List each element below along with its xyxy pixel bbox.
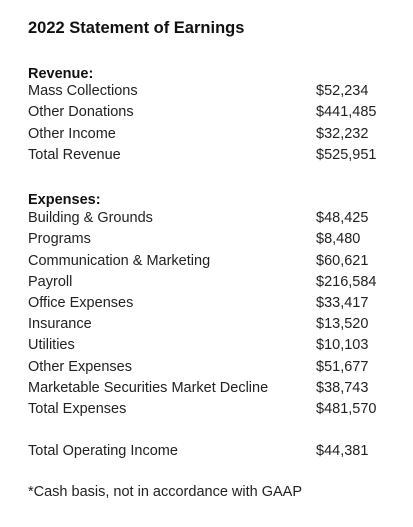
revenue-amount: $52,234 (316, 83, 369, 99)
expense-amount: $48,425 (316, 210, 369, 226)
expense-label: Insurance (28, 316, 92, 332)
expense-row-securities-decline (28, 378, 388, 399)
revenue-total-label: Total Revenue (28, 147, 121, 163)
expense-label: Office Expenses (28, 295, 134, 311)
operating-income-amount: $44,381 (316, 443, 369, 459)
expense-amount: $51,677 (316, 359, 369, 375)
expense-row-communication-marketing (28, 251, 388, 272)
operating-income-row (28, 441, 388, 462)
expense-row-other-expenses (28, 357, 388, 378)
revenue-total-amount: $525,951 (316, 147, 377, 163)
revenue-label: Other Donations (28, 104, 134, 120)
revenue-amount: $32,232 (316, 126, 369, 142)
expense-row-office-expenses (28, 293, 388, 314)
expense-row-total (28, 399, 388, 420)
page-title: 2022 Statement of Earnings (28, 19, 245, 37)
expense-label: Programs (28, 231, 91, 247)
footnote: *Cash basis, not in accordance with GAAP (28, 484, 303, 500)
expense-amount: $38,743 (316, 380, 369, 396)
expense-row-utilities (28, 335, 388, 356)
operating-income-label: Total Operating Income (28, 443, 178, 459)
revenue-row-other-donations (28, 102, 388, 123)
revenue-row-other-income (28, 124, 388, 145)
revenue-label: Mass Collections (28, 83, 138, 99)
expense-label: Utilities (28, 337, 75, 353)
revenue-amount: $441,485 (316, 104, 377, 120)
expense-row-building-grounds (28, 208, 388, 229)
expense-label: Payroll (28, 274, 73, 290)
expense-amount: $216,584 (316, 274, 377, 290)
expense-amount: $10,103 (316, 337, 369, 353)
expense-row-payroll (28, 272, 388, 293)
expense-amount: $13,520 (316, 316, 369, 332)
expense-amount: $8,480 (316, 231, 361, 247)
expenses-heading: Expenses: (28, 192, 101, 208)
expense-total-label: Total Expenses (28, 401, 127, 417)
expense-label: Other Expenses (28, 359, 132, 375)
expense-label: Marketable Securities Market Decline (28, 380, 269, 396)
revenue-label: Other Income (28, 126, 116, 142)
revenue-row-mass-collections (28, 81, 388, 102)
revenue-row-total (28, 145, 388, 166)
expense-amount: $33,417 (316, 295, 369, 311)
expense-label: Building & Grounds (28, 210, 153, 226)
expense-label: Communication & Marketing (28, 253, 211, 269)
expense-row-insurance (28, 314, 388, 335)
expense-amount: $60,621 (316, 253, 369, 269)
revenue-heading: Revenue: (28, 66, 94, 82)
expense-row-programs (28, 229, 388, 250)
expense-total-amount: $481,570 (316, 401, 377, 417)
